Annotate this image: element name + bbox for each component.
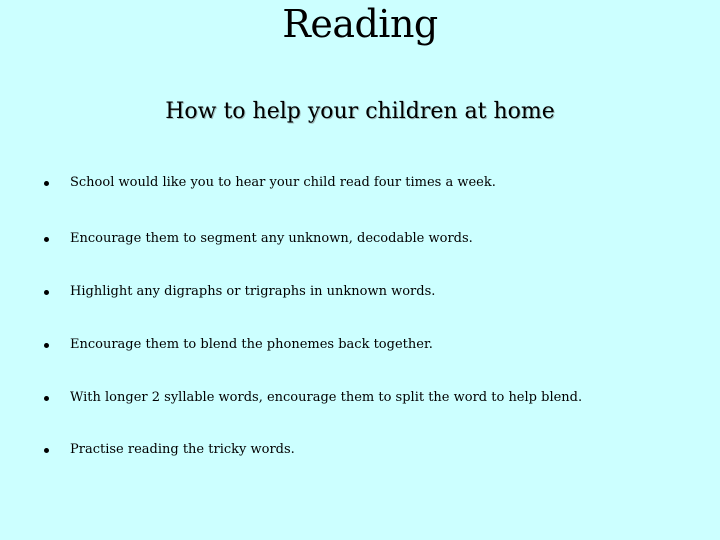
bullet-dot-icon xyxy=(44,396,49,401)
bullet-text: Practise reading the tricky words. xyxy=(70,442,295,457)
slide-subtitle: How to help your children at home xyxy=(165,99,555,124)
bullet-dot-icon xyxy=(44,237,49,242)
bullet-text: School would like you to hear your child read four times a week. xyxy=(70,175,496,190)
bullet-item xyxy=(0,227,700,251)
bullet-item xyxy=(0,280,700,304)
bullet-item xyxy=(0,171,700,195)
bullet-text: Encourage them to blend the phonemes back together. xyxy=(70,337,433,352)
bullet-item xyxy=(0,386,700,410)
bullet-dot-icon xyxy=(44,290,49,295)
slide-title: Reading xyxy=(282,2,438,46)
bullet-text: Highlight any digraphs or trigraphs in unknown words. xyxy=(70,284,436,299)
bullet-dot-icon xyxy=(44,343,49,348)
bullet-dot-icon xyxy=(44,181,49,186)
bullet-dot-icon xyxy=(44,448,49,453)
bullet-item xyxy=(0,333,700,357)
bullet-item xyxy=(0,438,700,462)
bullet-text: Encourage them to segment any unknown, decodable words. xyxy=(70,231,473,246)
bullet-text: With longer 2 syllable words, encourage them to split the word to help blend. xyxy=(70,390,583,405)
